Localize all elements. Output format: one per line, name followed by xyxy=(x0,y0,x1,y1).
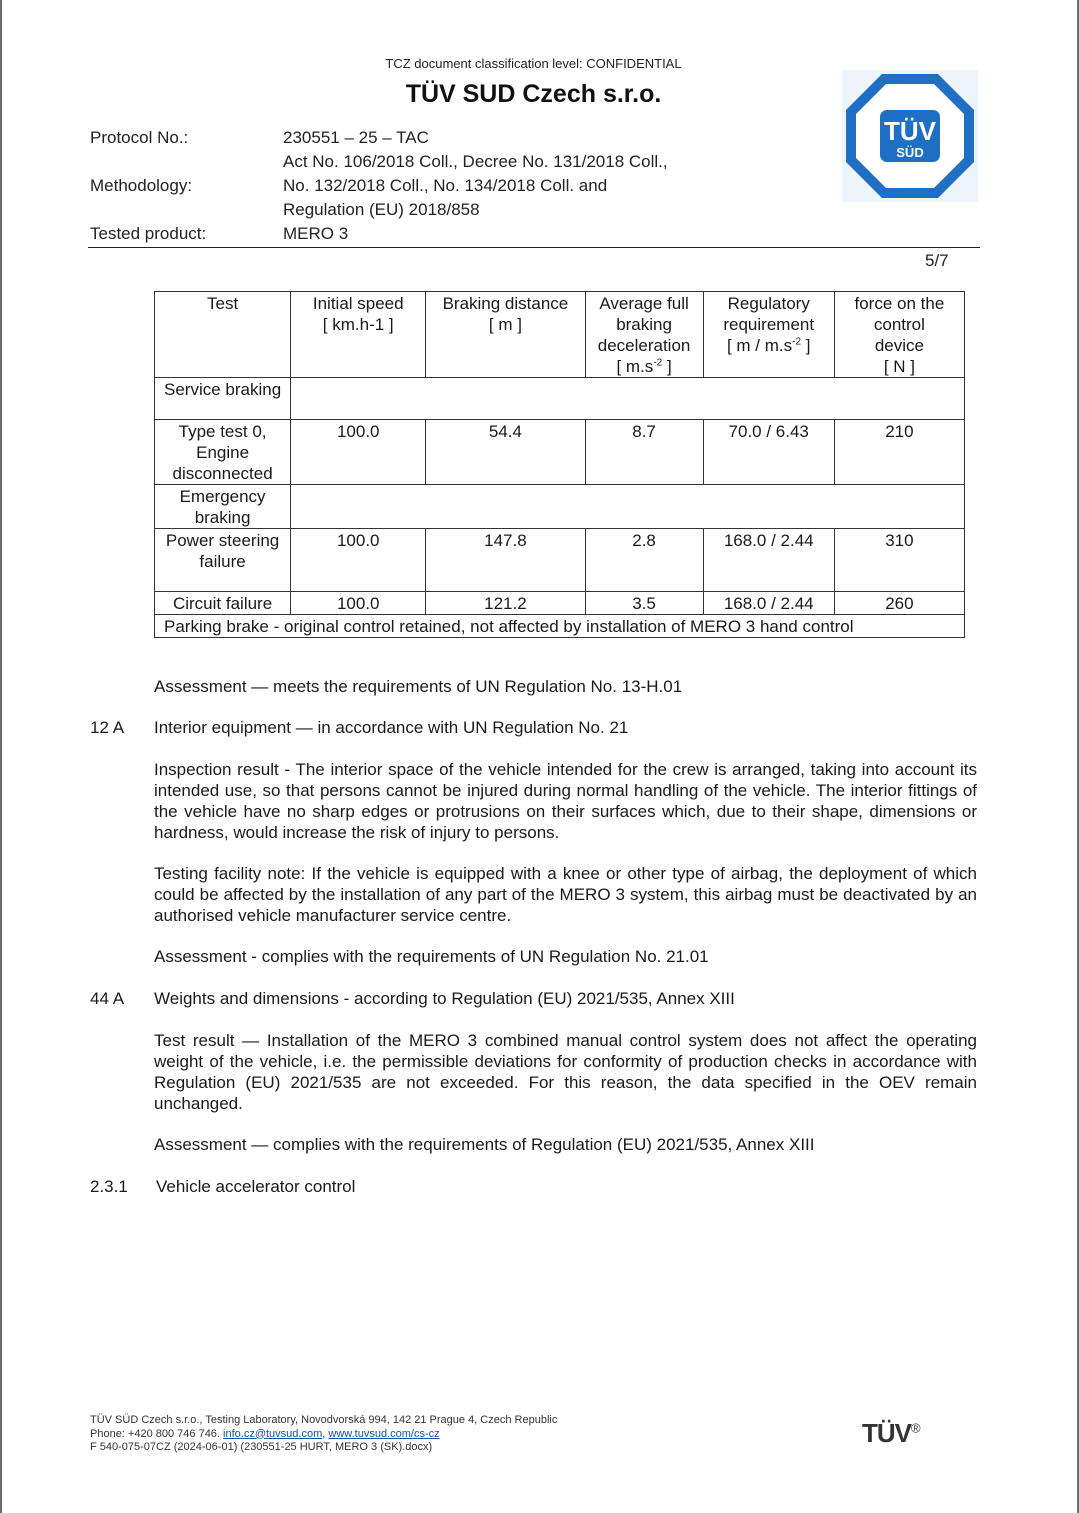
header-control-force: force on the control device [ N ] xyxy=(834,292,964,378)
section-12a-note: Testing facility note: If the vehicle is equipped with a knee or other type of airbag, the deployment of which could be affected by the installation of any part of the MERO 3 system, this airbag must be deactivated by an authorised vehicle manufacturer service centre. xyxy=(154,864,977,925)
footer xyxy=(90,1414,557,1455)
cell-deceleration: 3.5 xyxy=(585,592,703,615)
table-row xyxy=(155,378,965,420)
cell-speed: 100.0 xyxy=(291,592,426,615)
section-service-braking: Service braking xyxy=(155,378,291,420)
section-12a-assessment: Assessment - complies with the requirements of UN Regulation No. 21.01 xyxy=(154,947,709,966)
header-regulatory-requirement: Regulatory requirement [ m / $m.s^{-2}$ ] xyxy=(703,292,834,378)
footer-address: TÜV SÜD Czech s.r.o., Testing Laboratory, Novodvorská 994, 142 21 Prague 4, Czech Republic xyxy=(90,1414,558,1426)
cell-distance: 54.4 xyxy=(426,420,585,485)
table-row xyxy=(155,485,965,529)
cell-distance: 121.2 xyxy=(426,592,585,615)
protocol-label: Protocol No.: xyxy=(90,128,189,147)
section-44a-result: Test result — Installation of the MERO 3 combined manual control system does not affect the operating weight of the vehicle, i.e. the permissible deviations for conformity of production checks in accordance with Regulation (EU) 2021/535 are not exceeded. For this reason, the data specified in the OEV remain unchanged. xyxy=(154,1031,977,1113)
table-row xyxy=(155,615,965,638)
tested-product-label: Tested product: xyxy=(90,224,207,243)
header-average-deceleration: Average full braking deceleration [ $m.s^{-2}$ ] xyxy=(585,292,703,378)
table-row xyxy=(155,592,965,615)
braking-results-table xyxy=(154,291,965,638)
parking-brake-note: Parking brake - original control retained, not affected by installation of MERO 3 hand control xyxy=(155,615,965,638)
cell-force: 310 xyxy=(834,529,964,592)
footer-email-link[interactable]: info.cz@tuvsud.com xyxy=(223,1427,323,1440)
logo-text-top: TÜV xyxy=(884,116,936,146)
cell-deceleration: 8.7 xyxy=(585,420,703,485)
footer-web-link[interactable]: www.tuvsud.com/cs-cz xyxy=(328,1427,440,1440)
header-divider xyxy=(88,247,980,248)
section-emergency-braking: Emergency braking xyxy=(155,485,291,529)
footer-tuv-logo: TÜV® xyxy=(862,1418,920,1448)
assessment-13: Assessment — meets the requirements of UN Regulation No. 13-H.01 xyxy=(154,677,683,696)
table-row xyxy=(155,420,965,485)
section-231-title: Vehicle accelerator control xyxy=(156,1177,356,1196)
tested-product-value: MERO 3 xyxy=(283,224,349,243)
cell-force: 260 xyxy=(834,592,964,615)
header-initial-speed: Initial speed [ km.h-1 ] xyxy=(291,292,426,378)
cell-distance: 147.8 xyxy=(426,529,585,592)
cell-force: 210 xyxy=(834,420,964,485)
header-test: Test xyxy=(155,292,291,378)
cell-test: Power steering failure xyxy=(155,529,291,592)
cell-deceleration: 2.8 xyxy=(585,529,703,592)
cell-speed: 100.0 xyxy=(291,420,426,485)
cell-test: Type test 0, Engine disconnected xyxy=(155,420,291,485)
section-12a-number: 12 A xyxy=(90,718,125,737)
cell-requirement: 70.0 / 6.43 xyxy=(703,420,834,485)
classification-level: TCZ document classification level: CONFIDENTIAL xyxy=(385,56,682,71)
table-row xyxy=(155,529,965,592)
section-231-number: 2.3.1 xyxy=(90,1177,128,1196)
company-name: TÜV SUD Czech s.r.o. xyxy=(405,80,662,108)
section-44a-number: 44 A xyxy=(90,989,125,1008)
cell-test: Circuit failure xyxy=(155,592,291,615)
protocol-value: 230551 – 25 – TAC xyxy=(283,128,429,147)
table-header-row xyxy=(155,292,965,378)
section-12a-title: Interior equipment — in accordance with UN Regulation No. 21 xyxy=(154,718,629,737)
cell-requirement: 168.0 / 2.44 xyxy=(703,592,834,615)
tuv-sud-logo xyxy=(842,70,978,202)
cell-speed: 100.0 xyxy=(291,529,426,592)
logo-text-bottom: SÜD xyxy=(896,145,924,160)
methodology-line-3: Regulation (EU) 2018/858 xyxy=(283,200,480,219)
methodology-line-2: No. 132/2018 Coll., No. 134/2018 Coll. and xyxy=(283,176,608,195)
page-number: 5/7 xyxy=(925,251,949,270)
footer-document-id: F 540-075-07CZ (2024-06-01) (230551-25 HURT, MERO 3 (SK).docx) xyxy=(90,1441,433,1453)
section-44a-title: Weights and dimensions - according to Regulation (EU) 2021/535, Annex XIII xyxy=(154,989,735,1008)
cell-requirement: 168.0 / 2.44 xyxy=(703,529,834,592)
section-44a-assessment: Assessment — complies with the requirements of Regulation (EU) 2021/535, Annex XIII xyxy=(154,1135,815,1154)
footer-contact: Phone: +420 800 746 746. info.cz@tuvsud.com, www.tuvsud.com/cs-cz xyxy=(90,1427,440,1440)
methodology-label: Methodology: xyxy=(90,176,193,195)
section-12a-inspection: Inspection result - The interior space of the vehicle intended for the crew is arranged, taking into account its intended use, so that persons cannot be injured during normal handling of the vehicle. The interior fittings of the vehicle have no sharp edges or protrusions on their surfaces which, due to their shape, dimensions or hardness, would increase the risk of injury to persons. xyxy=(154,760,977,842)
header-braking-distance: Braking distance [ m ] xyxy=(426,292,585,378)
methodology-line-1: Act No. 106/2018 Coll., Decree No. 131/2018 Coll., xyxy=(283,152,668,171)
page-frame-left xyxy=(0,0,2,1513)
